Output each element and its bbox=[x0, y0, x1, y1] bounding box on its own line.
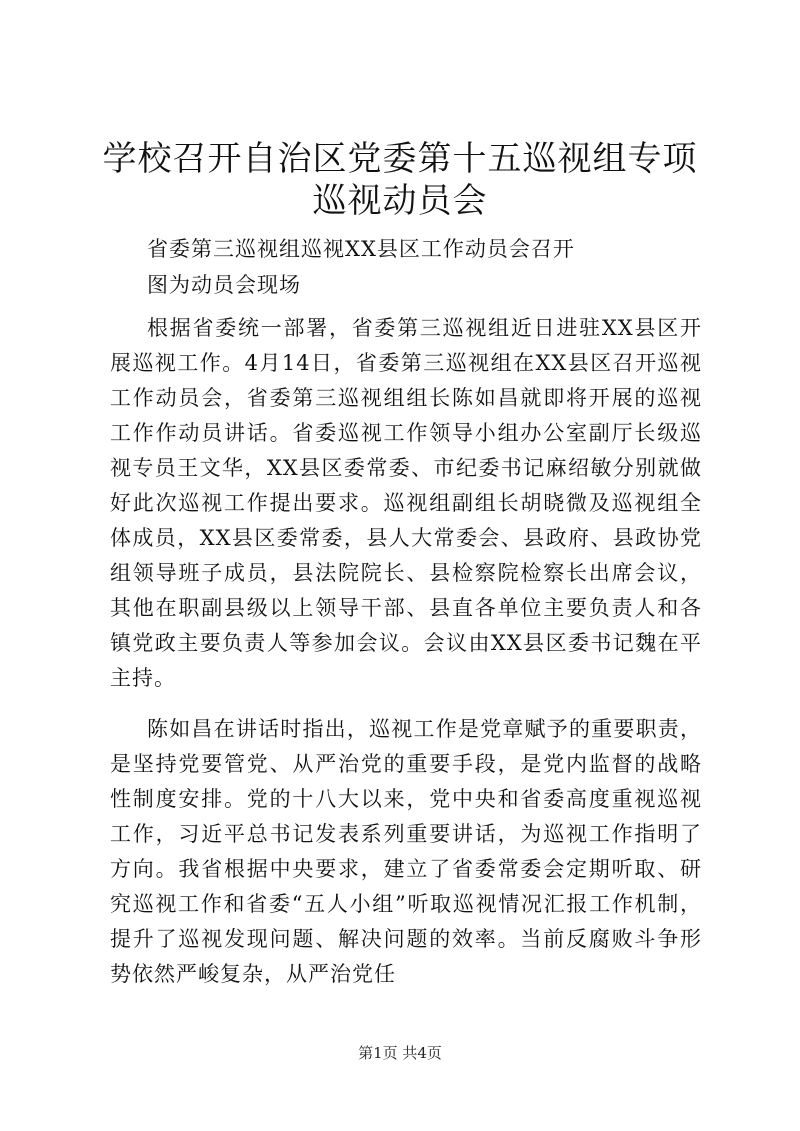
document-title: 学校召开自治区党委第十五巡视组专项巡视动员会 bbox=[102, 139, 698, 221]
page-number-footer: 第1页 共4页 bbox=[358, 1044, 442, 1062]
body-paragraph: 根据省委统一部署，省委第三巡视组近日进驻XX县区开展巡视工作。4月14日，省委第三巡视组在XX县区召开巡视工作动员会，省委第三巡视组组长陈如昌就即将开展的巡视工作作动员讲话。省委巡视工作领导小组办公室副厅长级巡视专员王文华，XX县区委常委、市纪委书记麻绍敏分别就做好此次巡视工作提出要求。巡视组副组长胡晓微及巡视组全体成员，XX县区委常委，县人大常委会、县政府、县政协党组领导班子成员，县法院院长、县检察院检察长出席会议，其他在职副县级以上领导干部、县直各单位主要负责人和各镇党政主要负责人等参加会议。会议由XX县区委书记魏在平主持。 bbox=[110, 316, 702, 690]
image-caption-paragraph: 图为动员会现场 bbox=[147, 273, 301, 297]
body-paragraph: 陈如昌在讲话时指出，巡视工作是党章赋予的重要职责，是坚持党要管党、从严治党的重要手段，是党内监督的战略性制度安排。党的十八大以来，党中央和省委高度重视巡视工作，习近平总书记发表系列重要讲话，为巡视工作指明了方向。我省根据中央要求，建立了省委常委会定期听取、研究巡视工作和省委“五人小组”听取巡视情况汇报工作机制，提升了巡视发现问题、解决问题的效率。当前反腐败斗争形势依然严峻复杂，从严治党任 bbox=[110, 717, 702, 986]
subtitle-paragraph: 省委第三巡视组巡视XX县区工作动员会召开 bbox=[147, 237, 575, 261]
